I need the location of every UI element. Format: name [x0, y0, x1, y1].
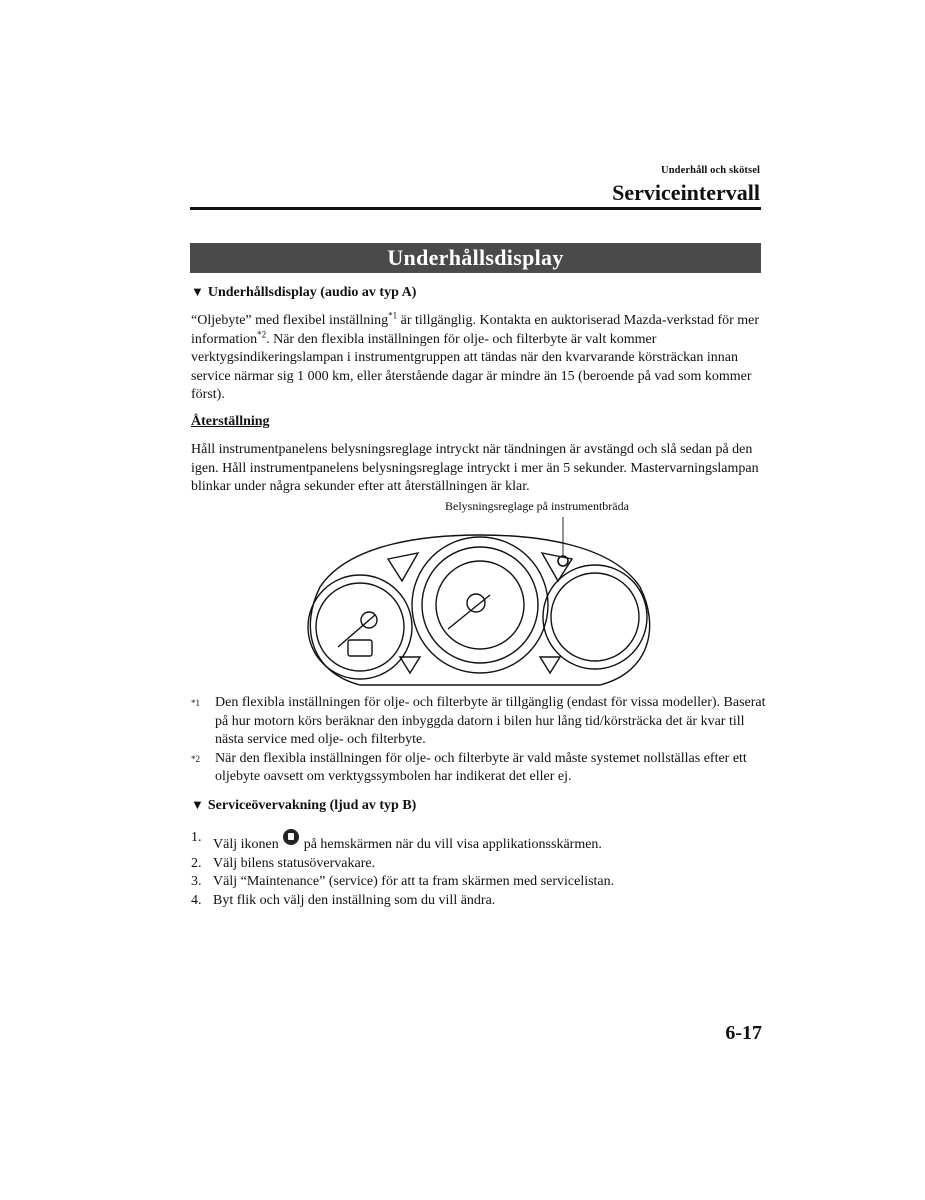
- step-text-before: Välj ikonen: [213, 837, 283, 852]
- footnote-ref-1: *1: [388, 310, 398, 321]
- footnote-1-text: Den flexibla inställningen för olje- och filterbyte är tillgänglig (endast för vissa modeller). Baserat på hur motorn körs beräknar den inbyggda datorn i bilen hur lång tid/körsträcka det är kvar till nästa service med olje- och filterbyte.: [215, 695, 766, 747]
- footnote-1-mark: *1: [191, 698, 200, 708]
- step-text: Byt flik och välj den inställning som du vill ändra.: [213, 892, 496, 908]
- left-gauge-display: [348, 640, 372, 656]
- subheading-audio-b-text: Serviceövervakning (ljud av typ B): [207, 798, 417, 813]
- right-lower-bezel: [540, 657, 560, 673]
- subheading-audio-a-text: Underhållsdisplay (audio av typ A): [207, 285, 417, 300]
- intro-text-2: är tillgänglig. Kontakta en auktoriserad Mazda-verkstad för mer information: [191, 313, 760, 347]
- chapter-title: Underhåll och skötsel: [661, 165, 760, 176]
- footnote-1: [191, 694, 766, 750]
- left-gauge-needle: [338, 615, 375, 647]
- center-gauge-inner: [436, 561, 524, 649]
- right-gauge-inner: [551, 573, 639, 661]
- reset-heading: Återställning: [191, 414, 270, 429]
- footnote-ref-2: *2: [257, 328, 267, 339]
- left-gauge-outer: [308, 575, 412, 679]
- footnote-2-text: När den flexibla inställningen för olje- och filterbyte är vald måste systemet nollställas efter ett oljebyte oavsett om verktygssymbolen har indikerat det eller ej.: [215, 750, 747, 784]
- steps-list: [191, 829, 766, 910]
- step-number: 3.: [191, 874, 202, 889]
- right-vent: [542, 553, 572, 581]
- left-lower-bezel: [400, 657, 420, 673]
- left-gauge-inner: [316, 583, 404, 671]
- right-gauge-outer: [543, 565, 647, 669]
- instrument-cluster-illustration: [290, 497, 670, 697]
- center-gauge-outer: [412, 537, 548, 673]
- figure-caption: Belysningsreglage på instrumentbräda: [445, 499, 629, 513]
- page-number: 6-17: [725, 1022, 762, 1044]
- triangle-down-icon: ▼: [191, 797, 204, 812]
- center-gauge-hub: [467, 594, 485, 612]
- step-number: 4.: [191, 892, 202, 908]
- footnotes: [191, 694, 766, 787]
- header-rule: [190, 207, 761, 210]
- step-text: Välj “Maintenance” (service) för att ta fram skärmen med servicelistan.: [213, 874, 615, 889]
- list-item: [191, 855, 766, 874]
- step-number: 2.: [191, 855, 202, 871]
- running-head: [612, 165, 760, 206]
- subheading-audio-b: [191, 797, 416, 814]
- step-number: 1.: [191, 830, 202, 845]
- footnote-2: [191, 750, 766, 787]
- center-gauge-ring: [422, 547, 538, 663]
- triangle-down-icon: ▼: [191, 284, 204, 299]
- list-item: [191, 829, 766, 855]
- footnote-2-mark: *2: [191, 753, 200, 764]
- intro-text-3: . När den flexibla inställningen för olje- och filterbyte är valt kommer verktygsindikeringslampan i instrumentgruppen att tändas när den kvarvarande körsträckan innan service närmar sig 1 000 km, eller återstående dagar är mindre än 15 (beroende på vad som kommer först).: [191, 331, 752, 402]
- intro-paragraph: [191, 312, 763, 405]
- center-gauge-needle: [448, 595, 490, 629]
- subheading-audio-a: [191, 284, 416, 301]
- reset-paragraph: Håll instrumentpanelens belysningsreglage intryckt när tändningen är avstängd och slå sedan på den igen. Håll instrumentpanelens belysningsreglage intryckt i mer än 5 sekunder. Mastervarningslampan blinkar under några sekunder efter att återställningen är klar.: [191, 442, 759, 494]
- section-title: Serviceintervall: [612, 180, 760, 205]
- applications-icon: [283, 829, 299, 845]
- left-vent: [388, 553, 418, 581]
- step-text-after: på hemskärmen när du vill visa applikationsskärmen.: [300, 837, 602, 852]
- list-item: [191, 892, 766, 911]
- section-banner: Underhållsdisplay: [190, 243, 761, 273]
- list-item: [191, 873, 766, 892]
- step-text: Välj bilens statusövervakare.: [213, 855, 376, 871]
- intro-text-1: “Oljebyte” med flexibel inställning: [191, 313, 389, 328]
